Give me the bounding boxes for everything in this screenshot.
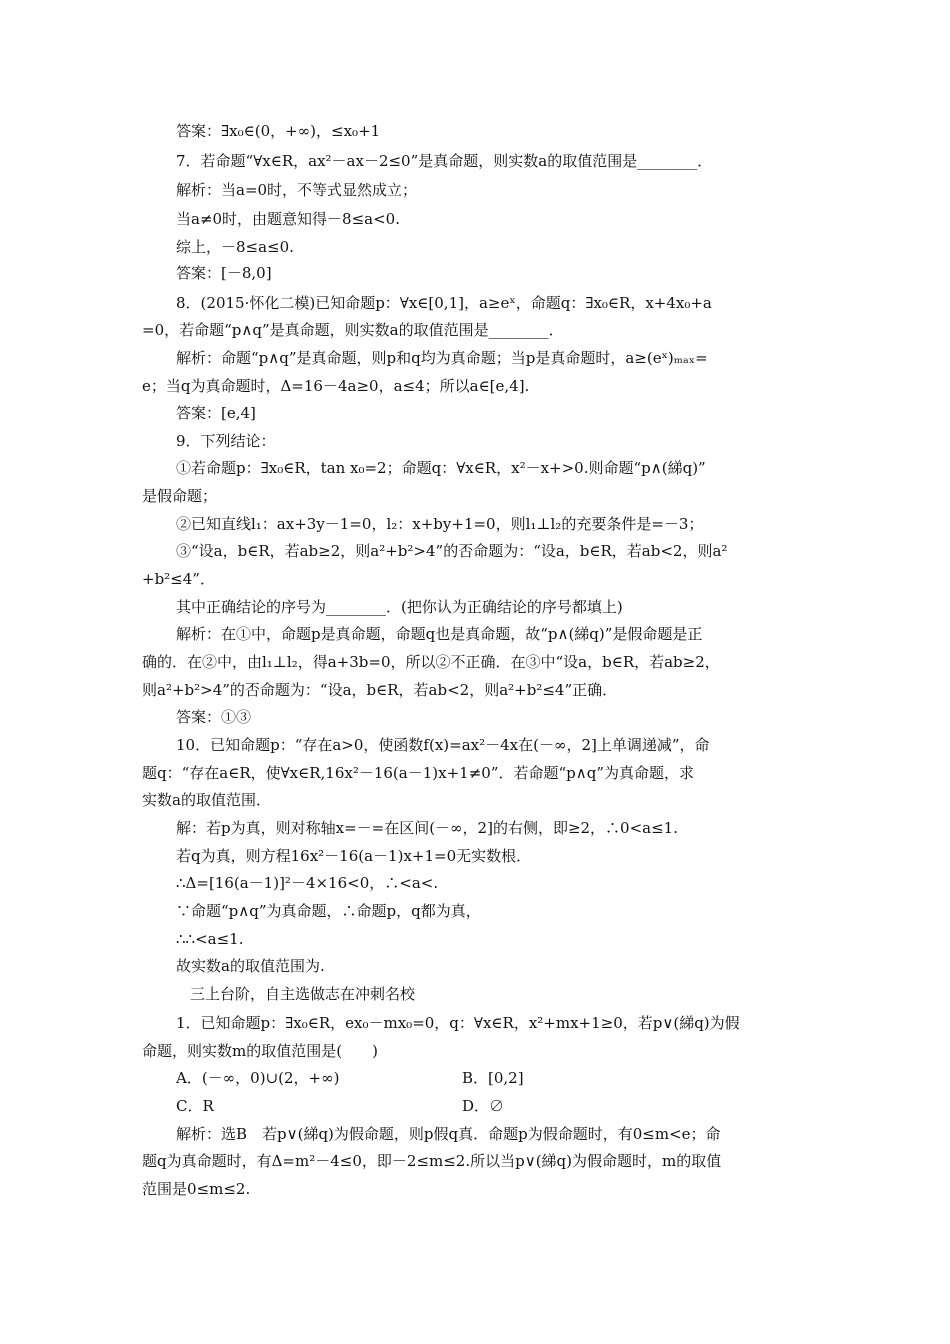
section-heading: 三上台阶，自主选做志在冲刺名校 — [190, 985, 416, 1003]
answer-line: 答案：[－8,0] — [176, 264, 272, 282]
analysis-line: e；当q为真命题时，Δ=16－4a≥0，a≤4；所以a∈[e,4]. — [142, 377, 530, 395]
analysis-line: 解析：当a=0时，不等式显然成立； — [176, 181, 418, 199]
solution-line: ∵命题“p∧q”为真命题，∴命题p，q都为真， — [176, 902, 481, 920]
option-d: D．∅ — [462, 1097, 505, 1115]
analysis-line: 则a²+b²>4”的否命题为：“设a，b∈R，若ab<2，则a²+b²≤4”正确． — [142, 681, 618, 699]
question-9: 9．下列结论： — [176, 432, 276, 450]
statement-1: ①若命题p：∃x₀∈R，tan x₀=2；命题q：∀x∈R，x²－x+>0.则命题“p∧(綈q)” — [176, 459, 706, 477]
answer-line: 答案：[e,4] — [176, 404, 256, 422]
statement-3-cont: +b²≤4”． — [142, 570, 215, 588]
analysis-line: 综上，－8≤a≤0. — [176, 238, 294, 256]
answer-line: 答案：∃x₀∈(0，+∞)，≤x₀+1 — [176, 122, 381, 140]
analysis-line: 解析：在①中，命题p是真命题，命题q也是真命题，故“p∧(綈q)”是假命题是正 — [176, 625, 703, 643]
question-10: 10．已知命题p：“存在a>0，使函数f(x)=ax²－4x在(－∞，2]上单调递减”，命 — [176, 736, 710, 754]
analysis-line: 题q为真命题时，有Δ=m²－4≤0，即－2≤m≤2.所以当p∨(綈q)为假命题时，m的取值 — [142, 1152, 722, 1170]
statement-3: ③“设a，b∈R，若ab≥2，则a²+b²>4”的否命题为：“设a，b∈R，若ab<2，则a² — [176, 542, 728, 560]
question-7: 7．若命题“∀x∈R，ax²－ax－2≤0”是真命题，则实数a的取值范围是________． — [176, 152, 713, 170]
solution-line: 解：若p为真，则对称轴x=－=在区间(－∞，2]的右侧，即≥2，∴0<a≤1. — [176, 819, 678, 837]
question-9-prompt: 其中正确结论的序号为________．(把你认为正确结论的序号都填上) — [176, 598, 623, 616]
question-10-cont: 实数a的取值范围． — [142, 791, 271, 809]
analysis-line: 当a≠0时，由题意知得－8≤a<0. — [176, 210, 400, 228]
solution-line: ∴∴<a≤1. — [176, 930, 244, 948]
answer-line: 答案：①③ — [176, 708, 252, 726]
analysis-line: 解析：选B 若p∨(綈q)为假命题，则p假q真．命题p为假命题时，有0≤m<e；命 — [176, 1125, 721, 1143]
statement-2: ②已知直线l₁：ax+3y－1=0，l₂：x+by+1=0，则l₁⊥l₂的充要条件是=－3； — [176, 515, 704, 533]
analysis-line: 范围是0≤m≤2. — [142, 1180, 251, 1198]
solution-line: ∴Δ=[16(a－1)]²－4×16<0，∴<a<. — [176, 874, 439, 892]
question-1-cont: 命题，则实数m的取值范围是( ) — [142, 1042, 378, 1060]
question-8: 8．(2015·怀化二模)已知命题p：∀x∈[0,1]，a≥eˣ，命题q：∃x₀∈R，x+4x₀+a — [176, 294, 712, 312]
statement-1-cont: 是假命题； — [142, 487, 218, 505]
question-1: 1．已知命题p：∃x₀∈R，ex₀－mx₀=0，q：∀x∈R，x²+mx+1≥0，若p∨(綈q)为假 — [176, 1014, 740, 1032]
analysis-line: 解析：命题“p∧q”是真命题，则p和q均为真命题；当p是真命题时，a≥(eˣ)ₘₐₓ= — [176, 349, 708, 367]
analysis-line: 确的．在②中，由l₁⊥l₂，得a+3b=0，所以②不正确．在③中“设a，b∈R，若ab≥2， — [142, 653, 720, 671]
option-a: A．(－∞，0)∪(2，+∞) — [176, 1069, 340, 1087]
option-b: B．[0,2] — [462, 1069, 524, 1087]
question-10-cont: 题q：“存在a∈R，使∀x∈R,16x²－16(a－1)x+1≠0”．若命题“p∧q”为真命题，求 — [142, 764, 694, 782]
question-8-cont: =0，若命题“p∧q”是真命题，则实数a的取值范围是________． — [142, 321, 564, 339]
solution-line: 故实数a的取值范围为. — [176, 957, 325, 975]
solution-line: 若q为真，则方程16x²－16(a－1)x+1=0无实数根． — [176, 847, 532, 865]
option-c: C．R — [176, 1097, 214, 1115]
